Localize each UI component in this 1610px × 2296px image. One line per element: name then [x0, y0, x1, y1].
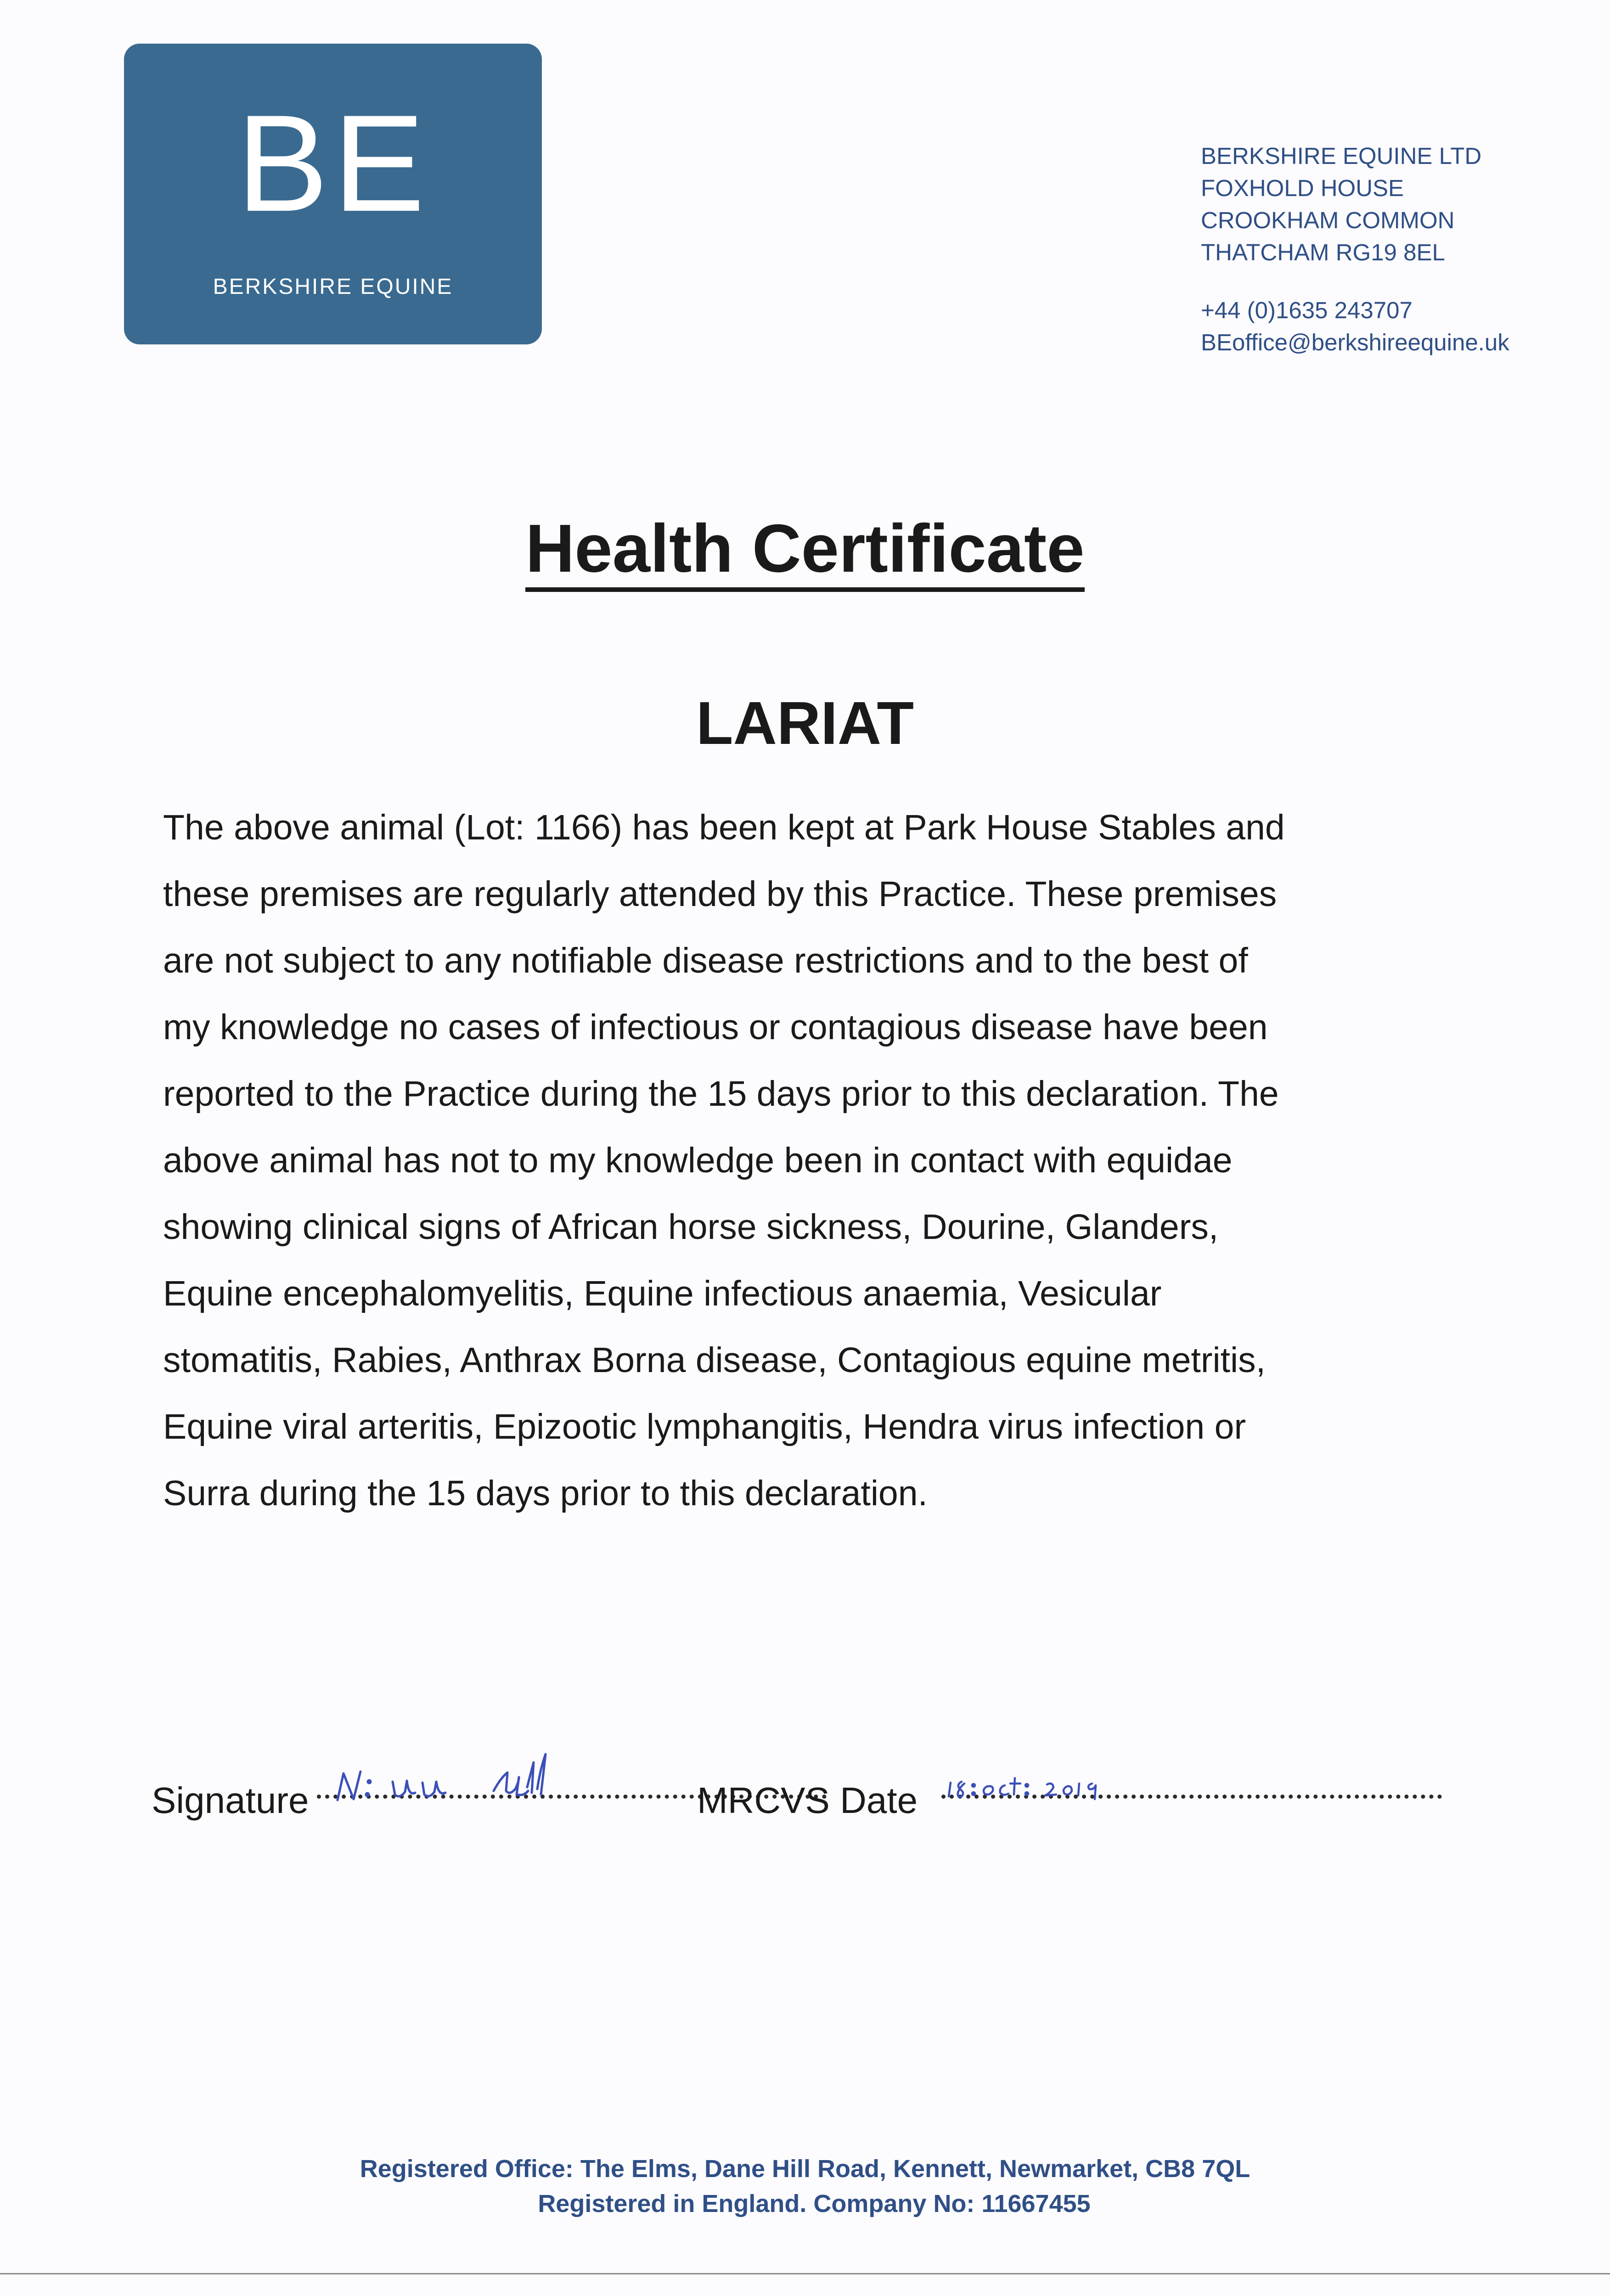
declaration-line: Surra during the 15 days prior to this declaration. — [163, 1474, 928, 1513]
declaration-line: Equine encephalomyelitis, Equine infectious anaemia, Vesicular — [163, 1274, 1162, 1313]
declaration-line: stomatitis, Rabies, Anthrax Borna disease, Contagious equine metritis, — [163, 1340, 1266, 1380]
document-title — [0, 510, 1610, 588]
company-phone: +44 (0)1635 243707 — [1201, 297, 1413, 323]
signature-row — [152, 1745, 1483, 1837]
logo-mark: BE — [236, 86, 430, 240]
berkshire-equine-logo — [124, 44, 542, 344]
declaration-line: The above animal (Lot: 1166) has been kept at Park House Stables and — [163, 808, 1285, 847]
declaration-line: showing clinical signs of African horse sickness, Dourine, Glanders, — [163, 1207, 1219, 1247]
company-email: BEoffice@berkshireequine.uk — [1201, 329, 1509, 355]
address-line: CROOKHAM COMMON — [1201, 207, 1455, 233]
company-address — [1201, 140, 1509, 359]
declaration-line: reported to the Practice during the 15 days prior to this declaration. The — [163, 1074, 1279, 1114]
declaration-text — [163, 794, 1449, 1527]
registered-office-footer — [0, 2151, 1610, 2221]
signature-label: Signature — [152, 1780, 309, 1821]
footer-divider — [0, 2273, 1610, 2274]
handwritten-ink — [152, 1745, 1483, 1837]
declaration-line: above animal has not to my knowledge been in contact with equidae — [163, 1141, 1233, 1180]
address-line: THATCHAM RG19 8EL — [1201, 239, 1445, 265]
declaration-line: these premises are regularly attended by this Practice. These premises — [163, 874, 1277, 914]
declaration-line: are not subject to any notifiable disease restrictions and to the best of — [163, 941, 1248, 980]
address-line: BERKSHIRE EQUINE LTD — [1201, 143, 1482, 169]
document-title-text: Health Certificate — [525, 511, 1084, 592]
logo-company-name: BERKSHIRE EQUINE — [213, 275, 453, 299]
declaration-line: my knowledge no cases of infectious or contagious disease have been — [163, 1007, 1268, 1047]
handwritten-signature — [338, 1754, 546, 1800]
registered-office: Registered Office: The Elms, Dane Hill Road, Kennett, Newmarket, CB8 7QL — [360, 2155, 1250, 2183]
animal-name: LARIAT — [696, 689, 914, 757]
mrcvs-date-label: MRCVS Date — [697, 1780, 918, 1821]
company-registration: Registered in England. Company No: 11667455 — [538, 2190, 1091, 2217]
address-line: FOXHOLD HOUSE — [1201, 175, 1404, 201]
declaration-line: Equine viral arteritis, Epizootic lymphangitis, Hendra virus infection or — [163, 1407, 1246, 1446]
handwritten-date — [949, 1778, 1096, 1799]
